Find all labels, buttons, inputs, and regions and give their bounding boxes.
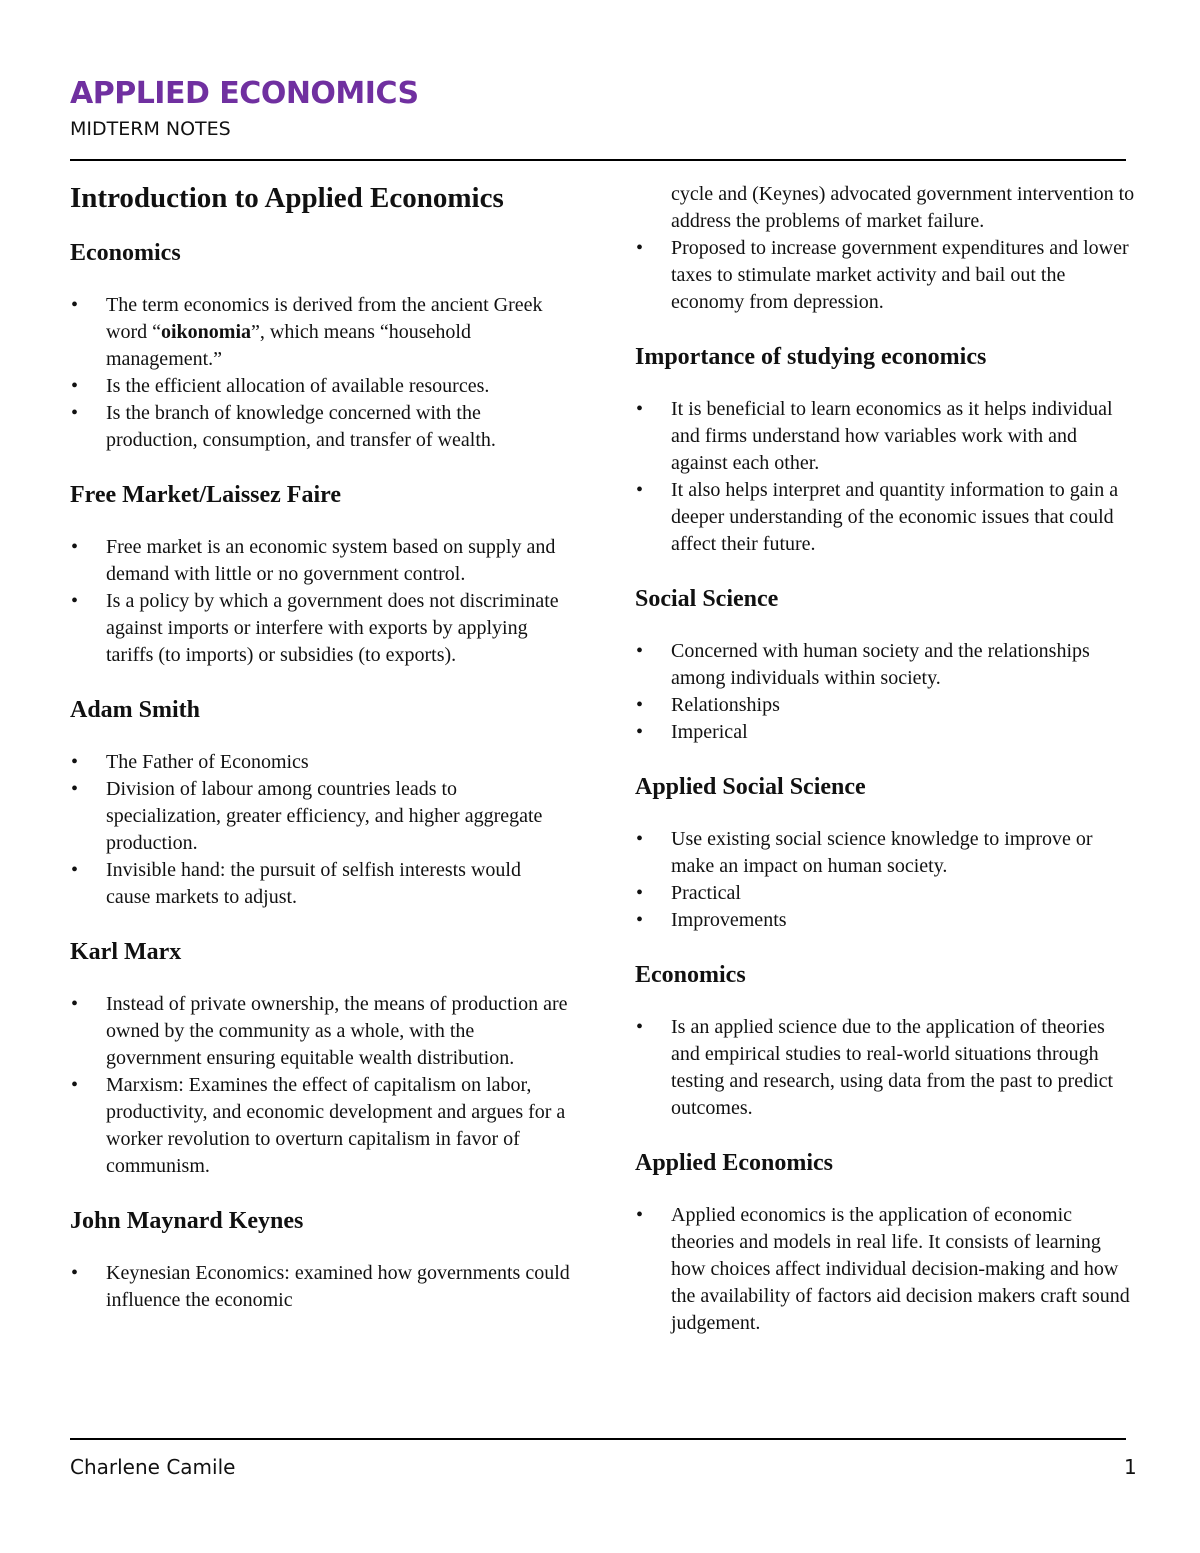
list-item: • The Father of Economics xyxy=(70,749,570,776)
section-heading-keynes: John Maynard Keynes xyxy=(70,1208,304,1234)
list-item: • Marxism: Examines the effect of capitalism on labor, productivity, and economic development and argues for a worker revolution to overturn capitalism in favor of communism. xyxy=(70,1072,570,1180)
right-column xyxy=(635,181,1135,1363)
list-item: • Imperical xyxy=(635,719,1135,746)
list-item: • Is the efficient allocation of available resources. xyxy=(70,373,570,400)
social-science-list xyxy=(635,638,1135,746)
header-divider xyxy=(70,159,1126,161)
main-heading: Introduction to Applied Economics xyxy=(70,182,504,214)
footer-divider xyxy=(70,1438,1126,1440)
section-heading-adam-smith: Adam Smith xyxy=(70,697,201,723)
adam-smith-list xyxy=(70,749,570,911)
document-subtitle: MIDTERM NOTES xyxy=(70,118,231,140)
applied-economics-list xyxy=(635,1202,1135,1337)
list-item xyxy=(70,292,570,373)
bullet-text: ”, which means “household management.” xyxy=(106,321,471,370)
section-heading-economics-applied-science: Economics xyxy=(635,962,746,988)
list-item: • Applied economics is the application of economic theories and models in real life. It consists of learning how choices affect individual decision-making and how the availability of factors aid decision makers craft sound judgement. xyxy=(635,1202,1135,1337)
list-item: • Free market is an economic system based on supply and demand with little or no government control. xyxy=(70,534,570,588)
importance-list xyxy=(635,396,1135,558)
list-item: • Concerned with human society and the relationships among individuals within society. xyxy=(635,638,1135,692)
list-item: • Is an applied science due to the application of theories and empirical studies to real-world situations through testing and research, using data from the past to predict outcomes. xyxy=(635,1014,1135,1122)
list-item: • It also helps interpret and quantity information to gain a deeper understanding of the economic issues that could affect their future. xyxy=(635,477,1135,558)
section-heading-importance: Importance of studying economics xyxy=(635,344,987,370)
list-item: • Is a policy by which a government does not discriminate against imports or interfere with exports by applying tariffs (to imports) or subsidies (to exports). xyxy=(70,588,570,669)
list-item: • Instead of private ownership, the means of production are owned by the community as a whole, with the government ensuring equitable wealth distribution. xyxy=(70,991,570,1072)
continued-text: cycle and (Keynes) advocated government intervention to address the problems of market failure. xyxy=(671,183,1135,232)
economics-list xyxy=(70,292,570,454)
footer-author: Charlene Camile xyxy=(70,1455,236,1479)
section-heading-social-science: Social Science xyxy=(635,586,779,612)
keynes-list-continued xyxy=(635,235,1135,316)
document-title: APPLIED ECONOMICS xyxy=(70,76,419,111)
section-heading-applied-social-science: Applied Social Science xyxy=(635,774,866,800)
section-heading-economics: Economics xyxy=(70,240,181,266)
list-item: • Proposed to increase government expenditures and lower taxes to stimulate market activity and bail out the economy from depression. xyxy=(635,235,1135,316)
section-heading-karl-marx: Karl Marx xyxy=(70,939,182,965)
document-header xyxy=(70,74,419,142)
bold-term: oikonomia xyxy=(160,321,252,343)
applied-social-science-list xyxy=(635,826,1135,934)
karl-marx-list xyxy=(70,991,570,1180)
bullet-text: The term economics is derived from the ancient Greek word “ xyxy=(106,294,543,343)
list-item: • Relationships xyxy=(635,692,1135,719)
page-number: 1 xyxy=(1124,1455,1137,1479)
section-heading-applied-economics: Applied Economics xyxy=(635,1150,834,1176)
keynes-list xyxy=(70,1260,570,1314)
left-column xyxy=(70,176,570,1340)
list-item: • Practical xyxy=(635,880,1135,907)
list-item: • Division of labour among countries leads to specialization, greater efficiency, and higher aggregate production. xyxy=(70,776,570,857)
list-item: • Keynesian Economics: examined how governments could influence the economic xyxy=(70,1260,570,1314)
section-heading-free-market: Free Market/Laissez Faire xyxy=(70,482,342,508)
list-item: • Is the branch of knowledge concerned with the production, consumption, and transfer of wealth. xyxy=(70,400,570,454)
list-item: • Use existing social science knowledge to improve or make an impact on human society. xyxy=(635,826,1135,880)
free-market-list xyxy=(70,534,570,669)
list-item: • Improvements xyxy=(635,907,1135,934)
list-item: • It is beneficial to learn economics as it helps individual and firms understand how variables work with and against each other. xyxy=(635,396,1135,477)
list-item: • Invisible hand: the pursuit of selfish interests would cause markets to adjust. xyxy=(70,857,570,911)
economics-applied-list xyxy=(635,1014,1135,1122)
